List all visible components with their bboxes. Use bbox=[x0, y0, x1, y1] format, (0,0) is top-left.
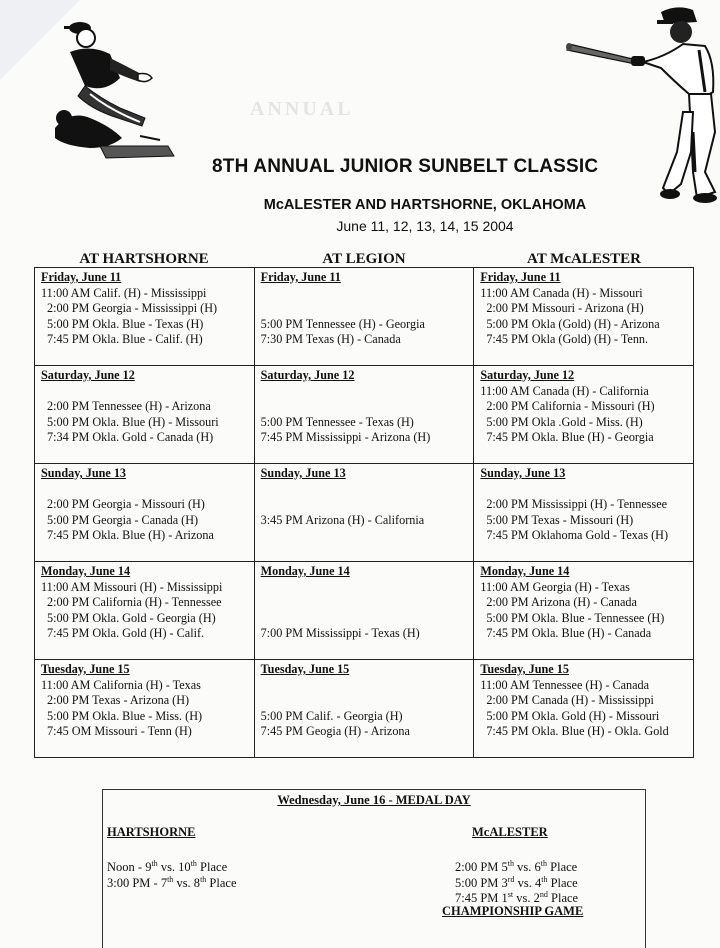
schedule-row bbox=[35, 562, 694, 660]
game-entry: 2:00 PM Canada (H) - Mississippi bbox=[486, 693, 654, 708]
game-entry: 7:45 PM Geogia (H) - Arizona bbox=[260, 724, 410, 739]
spacer bbox=[261, 611, 474, 627]
game-entry: 5:00 PM Okla (Gold) (H) - Arizona bbox=[486, 316, 660, 331]
day-heading: Saturday, June 12 bbox=[480, 368, 575, 382]
medal-game-text: 7:45 PM 1 bbox=[455, 891, 508, 906]
game-entry: 7:45 PM Okla. Blue (H) - Georgia bbox=[486, 430, 654, 445]
medal-game-text: 5:00 PM 3 bbox=[455, 875, 508, 890]
medal-mcalester-heading: McALESTER bbox=[472, 825, 548, 839]
game-entry: 7:45 PM Okla (Gold) (H) - Tenn. bbox=[486, 332, 649, 347]
schedule-cell-legion bbox=[254, 268, 474, 366]
game-entry: 5:00 PM Okla. Gold (H) - Missouri bbox=[486, 708, 660, 723]
schedule-row bbox=[35, 366, 694, 464]
medal-game-text: Place bbox=[206, 875, 237, 890]
game-entry: 5:00 PM Okla .Gold - Miss. (H) bbox=[486, 414, 643, 429]
game-entry: 2:00 PM Tennessee (H) - Arizona bbox=[47, 399, 211, 414]
game-entry: 11:00 AM California (H) - Texas bbox=[41, 677, 201, 692]
schedule-row bbox=[35, 660, 694, 758]
ordinal-suffix: th bbox=[190, 859, 197, 868]
day-heading: Sunday, June 13 bbox=[260, 466, 346, 480]
game-entry: 7:45 PM Okla. Gold (H) - Calif. bbox=[47, 626, 205, 641]
medal-game-text: vs. 6 bbox=[514, 860, 541, 875]
column-heading-mcalester: AT McALESTER bbox=[526, 251, 642, 267]
ordinal-suffix: th bbox=[151, 859, 158, 868]
game-entry: 2:00 PM Georgia - Mississippi (H) bbox=[47, 301, 218, 316]
schedule-cell-mcalester bbox=[474, 366, 694, 464]
game-entry: 11:00 AM Tennessee (H) - Canada bbox=[480, 677, 650, 692]
day-heading: Monday, June 14 bbox=[41, 564, 131, 578]
day-heading: Friday, June 11 bbox=[260, 270, 341, 284]
game-entry: 5:00 PM Okla. Blue - Miss. (H) bbox=[47, 708, 203, 723]
game-entry: 5:00 PM Georgia - Canada (H) bbox=[47, 512, 199, 527]
schedule-cell-mcalester bbox=[474, 268, 694, 366]
game-entry: 7:45 PM Mississippi - Arizona (H) bbox=[260, 430, 431, 445]
game-entry: 11:00 AM Georgia (H) - Texas bbox=[480, 579, 630, 594]
game-entry: 2:00 PM Arizona (H) - Canada bbox=[486, 595, 637, 610]
game-entry: 7:30 PM Texas (H) - Canada bbox=[260, 332, 401, 347]
ordinal-suffix: st bbox=[507, 890, 514, 900]
day-heading: Sunday, June 13 bbox=[480, 466, 566, 480]
ordinal-suffix: rd bbox=[507, 874, 515, 884]
game-entry: 3:45 PM Arizona (H) - California bbox=[260, 512, 425, 527]
game-entry: 7:45 PM Okla. Blue - Calif. (H) bbox=[47, 332, 203, 347]
schedule-cell-hartshorne bbox=[35, 464, 255, 562]
championship-game-label: CHAMPIONSHIP GAME bbox=[442, 904, 584, 918]
ordinal-suffix: th bbox=[540, 859, 548, 868]
game-entry: 2:00 PM Georgia - Missouri (H) bbox=[47, 497, 205, 512]
game-entry: 5:00 PM Okla. Blue - Tennessee (H) bbox=[486, 610, 665, 625]
game-entry: 11:00 AM Missouri (H) - Mississippi bbox=[41, 579, 223, 594]
ordinal-suffix: th bbox=[541, 874, 548, 884]
day-heading: Monday, June 14 bbox=[260, 564, 350, 578]
medal-game-text: Place bbox=[547, 891, 579, 906]
game-entry: 7:34 PM Okla. Gold - Canada (H) bbox=[47, 430, 214, 445]
location-subtitle: McALESTER AND HARTSHORNE, OKLAHOMA bbox=[263, 197, 587, 213]
day-heading: Tuesday, June 15 bbox=[260, 662, 350, 676]
game-entry: 5:00 PM Okla. Blue - Texas (H) bbox=[47, 316, 204, 331]
game-entry: 7:45 OM Missouri - Tenn (H) bbox=[47, 724, 192, 739]
spacer bbox=[261, 497, 474, 513]
medal-game-text: vs. 2 bbox=[513, 891, 540, 906]
schedule-cell-hartshorne bbox=[35, 268, 255, 366]
schedule-cell-mcalester bbox=[474, 562, 694, 660]
day-heading: Friday, June 11 bbox=[41, 270, 122, 284]
medal-game-text: vs. 8 bbox=[173, 875, 201, 890]
game-entry: 11:00 AM Canada (H) - California bbox=[480, 383, 649, 398]
medal-game-text: 3:00 PM - 7 bbox=[107, 875, 168, 890]
schedule-cell-hartshorne bbox=[35, 660, 255, 758]
schedule-row bbox=[35, 464, 694, 562]
game-entry: 2:00 PM Texas - Arizona (H) bbox=[47, 693, 190, 708]
spacer bbox=[261, 301, 474, 317]
spacer bbox=[261, 693, 474, 709]
medal-game-text: Place bbox=[547, 860, 578, 875]
medal-game-text: Noon - 9 bbox=[107, 860, 152, 875]
ordinal-suffix: th bbox=[200, 874, 207, 884]
medal-game-text: Place bbox=[196, 860, 228, 875]
schedule-cell-legion bbox=[254, 562, 474, 660]
spacer bbox=[261, 580, 474, 596]
game-entry: 5:00 PM Tennessee - Texas (H) bbox=[260, 414, 414, 429]
baseball-slide-clipart-icon bbox=[50, 18, 180, 168]
medal-day-box bbox=[102, 789, 646, 948]
game-entry: 2:00 PM Mississippi (H) - Tennessee bbox=[486, 497, 668, 512]
game-entry: 5:00 PM Tennessee (H) - Georgia bbox=[260, 316, 425, 331]
game-entry: 5:00 PM Calif. - Georgia (H) bbox=[260, 708, 403, 723]
game-entry: 2:00 PM California (H) - Tennessee bbox=[47, 595, 222, 610]
game-entry: 5:00 PM Texas - Missouri (H) bbox=[486, 512, 634, 527]
game-entry: 11:00 AM Calif. (H) - Mississippi bbox=[41, 285, 207, 300]
day-heading: Sunday, June 13 bbox=[41, 466, 127, 480]
medal-game-text: vs. 4 bbox=[514, 875, 542, 890]
day-heading: Monday, June 14 bbox=[480, 564, 570, 578]
medal-hartshorne-heading: HARTSHORNE bbox=[107, 825, 196, 839]
medal-day-title: Wednesday, June 16 - MEDAL DAY bbox=[277, 793, 471, 807]
spacer bbox=[261, 678, 474, 694]
ordinal-suffix: nd bbox=[539, 890, 548, 900]
date-subtitle: June 11, 12, 13, 14, 15 2004 bbox=[336, 218, 514, 234]
medal-game-text: vs. 10 bbox=[157, 860, 191, 875]
schedule-cell-mcalester bbox=[474, 660, 694, 758]
schedule-cell-hartshorne bbox=[35, 562, 255, 660]
ordinal-suffix: th bbox=[167, 874, 174, 884]
schedule-cell-legion bbox=[254, 366, 474, 464]
medal-game-hartshorne bbox=[107, 872, 237, 892]
day-heading: Friday, June 11 bbox=[480, 270, 561, 284]
ordinal-suffix: th bbox=[507, 859, 515, 868]
game-entry: 7:45 PM Okla. Blue (H) - Canada bbox=[486, 626, 652, 641]
column-heading-legion: AT LEGION bbox=[322, 251, 406, 267]
schedule-cell-legion bbox=[254, 464, 474, 562]
spacer bbox=[41, 384, 254, 400]
spacer bbox=[480, 482, 693, 498]
spacer bbox=[41, 482, 254, 498]
spacer bbox=[261, 399, 474, 415]
spacer bbox=[261, 384, 474, 400]
game-entry: 11:00 AM Canada (H) - Missouri bbox=[480, 285, 643, 300]
schedule-cell-hartshorne bbox=[35, 366, 255, 464]
spacer bbox=[261, 595, 474, 611]
game-entry: 5:00 PM Okla. Blue (H) - Missouri bbox=[47, 414, 219, 429]
medal-game-text: 2:00 PM 5 bbox=[455, 860, 508, 875]
day-heading: Saturday, June 12 bbox=[260, 368, 355, 382]
schedule-row bbox=[35, 268, 694, 366]
game-entry: 2:00 PM Missouri - Arizona (H) bbox=[486, 301, 644, 316]
page-title: 8TH ANNUAL JUNIOR SUNBELT CLASSIC bbox=[212, 156, 599, 177]
schedule-cell-legion bbox=[254, 660, 474, 758]
game-entry: 7:45 PM Okla. Blue (H) - Arizona bbox=[47, 528, 214, 543]
game-entry: 2:00 PM California - Missouri (H) bbox=[486, 399, 655, 414]
schedule-cell-mcalester bbox=[474, 464, 694, 562]
spacer bbox=[261, 482, 474, 498]
column-heading-hartshorne: AT HARTSHORNE bbox=[79, 251, 209, 267]
game-entry: 7:00 PM Mississippi - Texas (H) bbox=[260, 626, 420, 641]
medal-game-text: Place bbox=[547, 875, 578, 890]
day-heading: Tuesday, June 15 bbox=[41, 662, 130, 676]
day-heading: Tuesday, June 15 bbox=[480, 662, 569, 676]
game-entry: 5:00 PM Okla. Gold - Georgia (H) bbox=[47, 610, 216, 625]
show-through-text: ANNUAL bbox=[250, 98, 354, 120]
game-entry: 7:45 PM Oklahoma Gold - Texas (H) bbox=[486, 528, 669, 543]
spacer bbox=[261, 286, 474, 302]
schedule-table bbox=[34, 267, 694, 758]
game-entry: 7:45 PM Okla. Blue (H) - Okla. Gold bbox=[486, 724, 669, 739]
day-heading: Saturday, June 12 bbox=[41, 368, 135, 382]
